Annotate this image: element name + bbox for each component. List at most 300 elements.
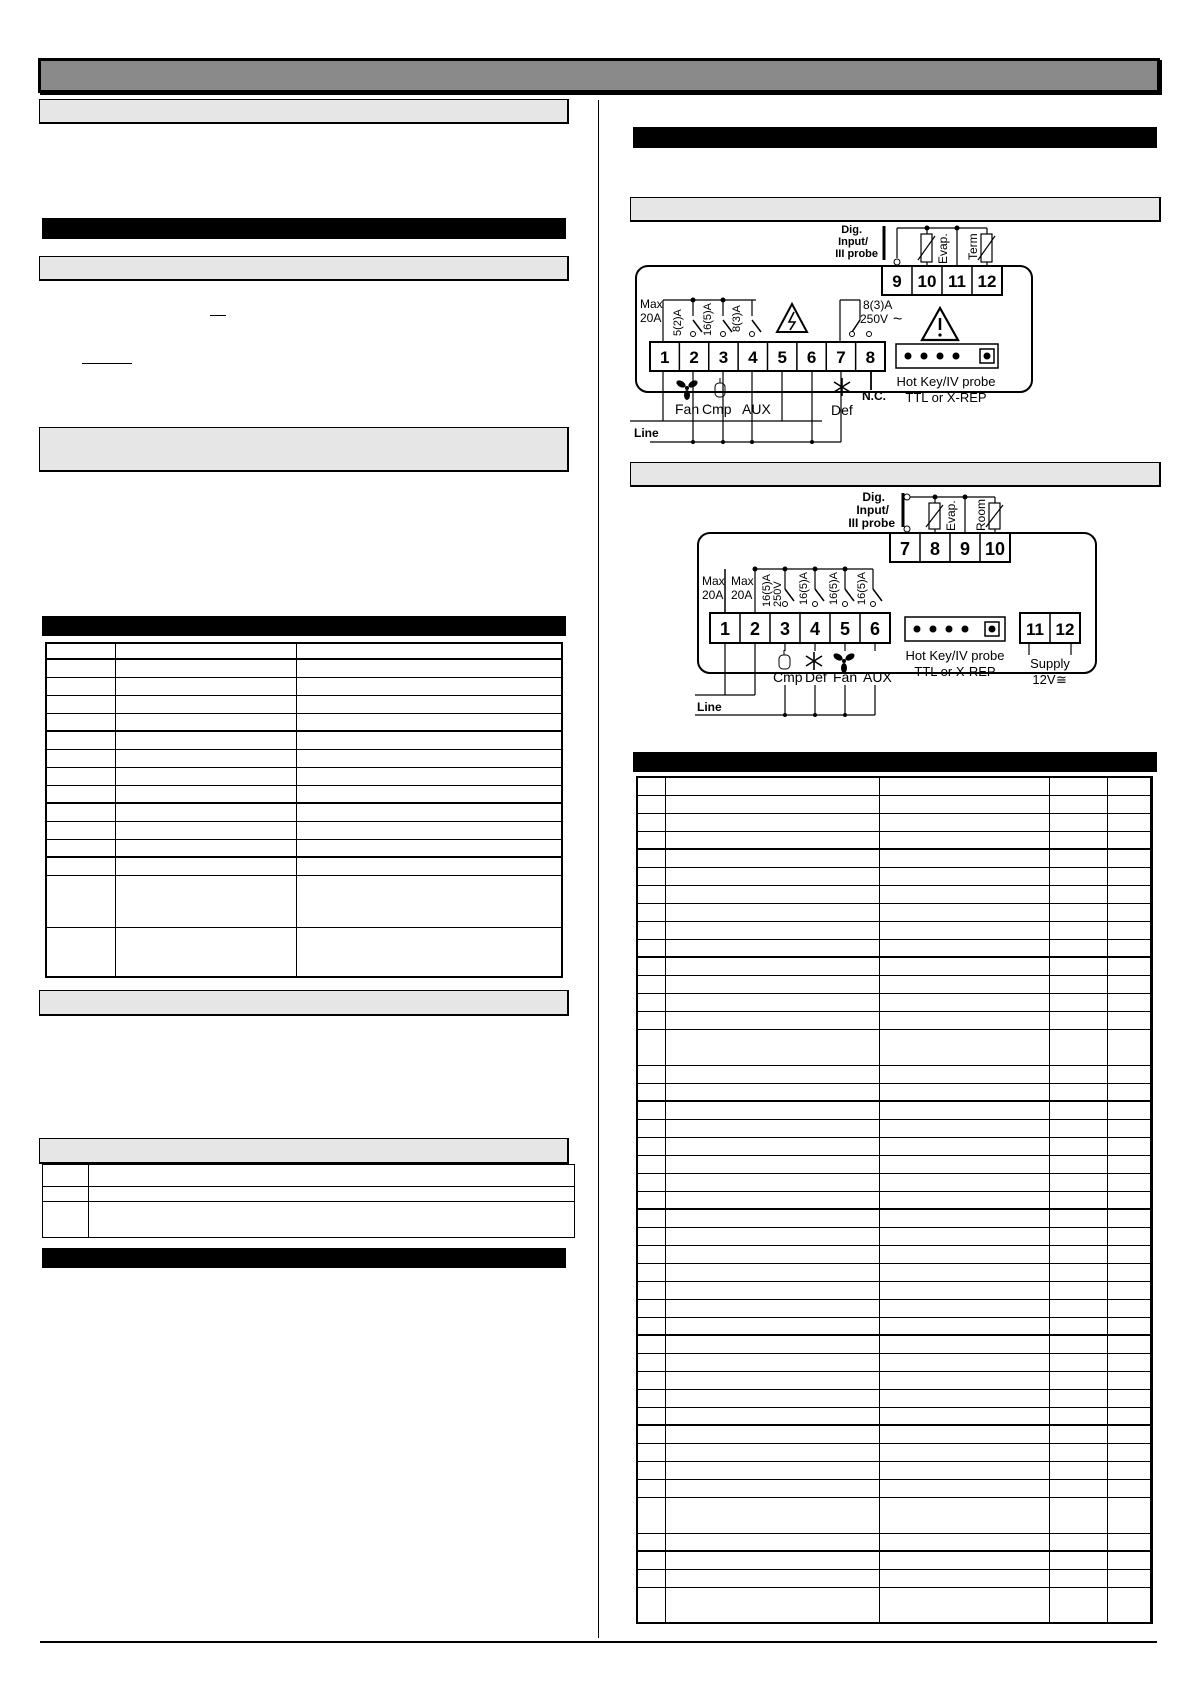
table-row bbox=[43, 1165, 575, 1187]
left-section-header-3 bbox=[39, 427, 569, 472]
table-cell bbox=[665, 1155, 879, 1173]
table-cell bbox=[1049, 849, 1107, 867]
table-row bbox=[637, 1443, 1151, 1461]
table-row bbox=[637, 1299, 1151, 1317]
table-row bbox=[637, 1533, 1151, 1551]
terminal-12: 12 bbox=[977, 272, 997, 291]
table-cell bbox=[637, 1587, 665, 1623]
table-cell bbox=[665, 1209, 879, 1227]
right-section-header-1 bbox=[630, 197, 1161, 222]
table-cell bbox=[665, 831, 879, 849]
compressor-icon bbox=[779, 650, 790, 669]
supply-label: Supply bbox=[1030, 656, 1070, 671]
table-cell bbox=[296, 695, 562, 713]
table-cell bbox=[879, 1227, 1049, 1245]
aux-label: AUX bbox=[742, 401, 771, 417]
table-cell bbox=[1107, 1425, 1151, 1443]
table-row bbox=[637, 957, 1151, 975]
table-cell bbox=[879, 831, 1049, 849]
table-cell bbox=[879, 777, 1049, 795]
table-cell bbox=[1107, 903, 1151, 921]
table-cell bbox=[637, 1551, 665, 1569]
table-row bbox=[637, 777, 1151, 795]
table-row bbox=[46, 749, 562, 767]
table-cell bbox=[296, 875, 562, 927]
table-cell bbox=[665, 1101, 879, 1119]
relay-rating-label: 5(2)A bbox=[672, 309, 684, 336]
terminal-4: 4 bbox=[809, 619, 821, 639]
table-cell bbox=[637, 1497, 665, 1533]
table-cell bbox=[46, 821, 115, 839]
table-cell bbox=[1107, 1065, 1151, 1083]
table-cell bbox=[665, 957, 879, 975]
hotkey-label: Hot Key/IV probe bbox=[905, 648, 1005, 663]
table-row bbox=[46, 659, 562, 677]
table-cell bbox=[1049, 831, 1107, 849]
ac-symbol: ~ bbox=[893, 311, 903, 328]
underline-mark-2 bbox=[82, 363, 132, 364]
table-cell bbox=[665, 1587, 879, 1623]
table-cell bbox=[1107, 1173, 1151, 1191]
table-cell bbox=[1049, 1443, 1107, 1461]
table-cell bbox=[89, 1202, 575, 1238]
table-cell bbox=[665, 1335, 879, 1353]
right-parameter-table bbox=[636, 776, 1153, 1624]
table-cell bbox=[1049, 1371, 1107, 1389]
table-cell bbox=[46, 713, 115, 731]
table-cell bbox=[637, 849, 665, 867]
fan-label: Fan bbox=[675, 401, 700, 417]
table-cell bbox=[1107, 1317, 1151, 1335]
table-cell bbox=[1049, 1227, 1107, 1245]
table-cell bbox=[115, 875, 296, 927]
table-cell bbox=[665, 795, 879, 813]
table-cell bbox=[665, 1281, 879, 1299]
table-cell bbox=[665, 1497, 879, 1533]
table-cell bbox=[1107, 1497, 1151, 1533]
table-cell bbox=[1107, 867, 1151, 885]
table-cell bbox=[115, 643, 296, 659]
left-table-body bbox=[46, 643, 562, 977]
relay-rating-label: 16(5)A bbox=[761, 573, 773, 607]
table-cell bbox=[1049, 1191, 1107, 1209]
table-row bbox=[637, 849, 1151, 867]
table-cell bbox=[46, 695, 115, 713]
probe-evap-label: Evap. bbox=[944, 500, 958, 531]
table-cell bbox=[665, 777, 879, 795]
left-black-header-1 bbox=[42, 218, 566, 239]
table-cell bbox=[1107, 1569, 1151, 1587]
max-current-label: 20A bbox=[702, 588, 724, 602]
table-row bbox=[43, 1187, 575, 1202]
table-row bbox=[637, 1119, 1151, 1137]
terminal-4: 4 bbox=[748, 348, 758, 367]
terminal-5: 5 bbox=[839, 619, 851, 639]
table-row bbox=[637, 1209, 1151, 1227]
table-row bbox=[637, 1335, 1151, 1353]
right-black-header-1 bbox=[633, 127, 1157, 148]
table-cell bbox=[879, 1497, 1049, 1533]
table-cell bbox=[1049, 1245, 1107, 1263]
table-cell bbox=[1049, 1479, 1107, 1497]
dig-input-label: III probe bbox=[835, 248, 878, 260]
table-row bbox=[637, 867, 1151, 885]
table-cell bbox=[46, 803, 115, 821]
table-cell bbox=[1107, 993, 1151, 1011]
table-cell bbox=[1107, 777, 1151, 795]
table-cell bbox=[665, 921, 879, 939]
table-cell bbox=[115, 821, 296, 839]
table-cell bbox=[637, 993, 665, 1011]
table-row bbox=[637, 939, 1151, 957]
table-cell bbox=[665, 1353, 879, 1371]
table-cell bbox=[637, 1011, 665, 1029]
table-cell bbox=[665, 1011, 879, 1029]
table-cell bbox=[1107, 1209, 1151, 1227]
relay-rating-label: 16(5)A bbox=[828, 571, 840, 605]
table-row bbox=[46, 767, 562, 785]
table-cell bbox=[1107, 957, 1151, 975]
table-cell bbox=[879, 1263, 1049, 1281]
table-cell bbox=[1107, 1011, 1151, 1029]
table-cell bbox=[1049, 1389, 1107, 1407]
max-current-label: Max bbox=[731, 574, 754, 588]
table-row bbox=[637, 1461, 1151, 1479]
table-cell bbox=[1049, 1299, 1107, 1317]
table-cell bbox=[665, 1533, 879, 1551]
table-cell bbox=[665, 1551, 879, 1569]
table-cell bbox=[1049, 993, 1107, 1011]
table-row bbox=[637, 1101, 1151, 1119]
table-cell bbox=[637, 1461, 665, 1479]
table-cell bbox=[115, 713, 296, 731]
table-cell bbox=[665, 1371, 879, 1389]
max-current-label: 20A bbox=[640, 311, 662, 325]
table-cell bbox=[637, 1353, 665, 1371]
table-cell bbox=[1107, 1101, 1151, 1119]
terminal-9: 9 bbox=[892, 272, 902, 291]
table-row bbox=[46, 713, 562, 731]
table-cell bbox=[879, 1029, 1049, 1065]
table-cell bbox=[665, 1479, 879, 1497]
table-cell bbox=[296, 785, 562, 803]
table-cell bbox=[637, 777, 665, 795]
table-row bbox=[637, 1173, 1151, 1191]
table-cell bbox=[879, 1371, 1049, 1389]
table-cell bbox=[637, 1191, 665, 1209]
table-cell bbox=[637, 813, 665, 831]
table-cell bbox=[115, 785, 296, 803]
table-row bbox=[637, 1587, 1151, 1623]
left-section-header-4 bbox=[39, 990, 569, 1016]
table-cell bbox=[879, 957, 1049, 975]
table-cell bbox=[637, 1443, 665, 1461]
table-cell bbox=[1049, 1083, 1107, 1101]
max-current-label: Max bbox=[640, 297, 663, 311]
table-cell bbox=[1049, 903, 1107, 921]
table-cell bbox=[46, 857, 115, 875]
table-cell bbox=[46, 659, 115, 677]
table-row bbox=[637, 885, 1151, 903]
line-label: Line bbox=[634, 426, 659, 440]
nc-label: N.C. bbox=[862, 389, 886, 403]
table-cell bbox=[43, 1202, 89, 1238]
table-cell bbox=[637, 1389, 665, 1407]
table-row bbox=[637, 975, 1151, 993]
right-table-body bbox=[637, 777, 1151, 1623]
table-cell bbox=[1107, 1245, 1151, 1263]
terminal-1: 1 bbox=[719, 619, 731, 639]
table-cell bbox=[879, 1065, 1049, 1083]
dig-input-label: Input/ bbox=[838, 236, 868, 248]
table-row bbox=[637, 903, 1151, 921]
table-row bbox=[637, 1191, 1151, 1209]
table-cell bbox=[115, 731, 296, 749]
table-row bbox=[637, 1317, 1151, 1335]
table-cell bbox=[879, 849, 1049, 867]
line-label: Line bbox=[697, 700, 722, 714]
table-cell bbox=[1107, 1443, 1151, 1461]
table-cell bbox=[1049, 1119, 1107, 1137]
probe-room-label: Room bbox=[974, 498, 988, 531]
table-cell bbox=[1107, 1407, 1151, 1425]
aux-label: AUX bbox=[863, 669, 892, 685]
table-cell bbox=[1049, 975, 1107, 993]
table-row bbox=[637, 831, 1151, 849]
table-row bbox=[637, 1425, 1151, 1443]
table-row bbox=[46, 695, 562, 713]
table-cell bbox=[879, 1101, 1049, 1119]
table-cell bbox=[1049, 1461, 1107, 1479]
table-cell bbox=[665, 975, 879, 993]
relay-rating-label: 8(3)A bbox=[731, 305, 743, 332]
table-cell bbox=[637, 939, 665, 957]
table-cell bbox=[879, 921, 1049, 939]
defrost-icon bbox=[834, 378, 850, 396]
table-cell bbox=[879, 1191, 1049, 1209]
table-cell bbox=[879, 1443, 1049, 1461]
table-row bbox=[637, 1281, 1151, 1299]
table-cell bbox=[665, 993, 879, 1011]
table-row bbox=[637, 1245, 1151, 1263]
table-cell bbox=[637, 1299, 665, 1317]
table-cell bbox=[879, 1551, 1049, 1569]
terminal-6: 6 bbox=[869, 619, 881, 639]
table-row bbox=[637, 795, 1151, 813]
table-row bbox=[637, 1227, 1151, 1245]
table-cell bbox=[637, 1371, 665, 1389]
table-cell bbox=[637, 1263, 665, 1281]
table-cell bbox=[879, 1209, 1049, 1227]
table-cell bbox=[637, 1479, 665, 1497]
table-row bbox=[46, 857, 562, 875]
table-cell bbox=[879, 1011, 1049, 1029]
table-cell bbox=[1107, 1263, 1151, 1281]
table-row bbox=[43, 1202, 575, 1238]
table-cell bbox=[879, 1335, 1049, 1353]
relay-rating-label: 250V bbox=[860, 312, 889, 326]
table-cell bbox=[665, 1263, 879, 1281]
table-cell bbox=[879, 1569, 1049, 1587]
left-section-header-2 bbox=[39, 256, 569, 281]
left-data-table bbox=[45, 642, 563, 978]
table-cell bbox=[1049, 1551, 1107, 1569]
table-cell bbox=[296, 677, 562, 695]
table-cell bbox=[1107, 1119, 1151, 1137]
dig-input-label: Dig. bbox=[862, 490, 885, 504]
table-cell bbox=[637, 1425, 665, 1443]
table-row bbox=[637, 1155, 1151, 1173]
table-cell bbox=[1107, 1587, 1151, 1623]
table-cell bbox=[46, 785, 115, 803]
terminal-12: 12 bbox=[1055, 620, 1075, 639]
table-cell bbox=[1049, 1497, 1107, 1533]
table-row bbox=[637, 921, 1151, 939]
table-row bbox=[46, 785, 562, 803]
table-cell bbox=[1049, 795, 1107, 813]
table-cell bbox=[879, 1299, 1049, 1317]
table-cell bbox=[115, 695, 296, 713]
table-row bbox=[46, 803, 562, 821]
table-cell bbox=[1107, 1461, 1151, 1479]
table-cell bbox=[1049, 1317, 1107, 1335]
table-row bbox=[637, 1029, 1151, 1065]
left-black-header-2 bbox=[42, 616, 566, 636]
terminal-1: 1 bbox=[659, 348, 670, 367]
relay-rating-label: 250V bbox=[772, 581, 784, 607]
table-row bbox=[46, 731, 562, 749]
table-cell bbox=[665, 1461, 879, 1479]
table-cell bbox=[637, 1101, 665, 1119]
table-cell bbox=[637, 1209, 665, 1227]
terminal-3: 3 bbox=[718, 348, 729, 367]
table-cell bbox=[115, 803, 296, 821]
table-cell bbox=[637, 1227, 665, 1245]
probe-term-label: Term bbox=[966, 233, 980, 260]
max-current-label: Max bbox=[702, 574, 725, 588]
table-row bbox=[637, 1551, 1151, 1569]
terminal-7: 7 bbox=[836, 348, 846, 367]
terminal-3: 3 bbox=[779, 619, 791, 639]
table-cell bbox=[296, 839, 562, 857]
table-cell bbox=[637, 903, 665, 921]
compressor-label: Cmp bbox=[702, 401, 732, 417]
terminal-5: 5 bbox=[777, 348, 787, 367]
table-cell bbox=[637, 1281, 665, 1299]
relay-rating-label: 16(5)A bbox=[798, 571, 810, 605]
table-cell bbox=[1049, 1137, 1107, 1155]
table-cell bbox=[115, 857, 296, 875]
table-cell bbox=[89, 1165, 575, 1187]
table-cell bbox=[879, 1137, 1049, 1155]
table-cell bbox=[46, 927, 115, 977]
table-cell bbox=[1049, 1587, 1107, 1623]
table-cell bbox=[1107, 885, 1151, 903]
terminal-11: 11 bbox=[948, 272, 966, 291]
dig-input-label: III probe bbox=[848, 516, 895, 530]
terminal-2: 2 bbox=[689, 348, 699, 367]
table-cell bbox=[1107, 1155, 1151, 1173]
left-section-header-1 bbox=[39, 99, 569, 124]
table-row bbox=[637, 1083, 1151, 1101]
table-cell bbox=[637, 1065, 665, 1083]
table-cell bbox=[637, 1533, 665, 1551]
max-current-label: 20A bbox=[731, 588, 753, 602]
table-row bbox=[637, 1353, 1151, 1371]
probe-evap-label: Evap. bbox=[936, 233, 950, 264]
table-cell bbox=[879, 1461, 1049, 1479]
table-row bbox=[637, 1263, 1151, 1281]
table-cell bbox=[1107, 849, 1151, 867]
left-small-table bbox=[42, 1164, 575, 1238]
table-cell bbox=[665, 1407, 879, 1425]
hotkey-label: TTL or X-REP bbox=[905, 390, 987, 405]
table-cell bbox=[1049, 777, 1107, 795]
relay-rating-label: 8(3)A bbox=[863, 298, 893, 312]
table-cell bbox=[1107, 1371, 1151, 1389]
underline-mark-1 bbox=[210, 315, 226, 316]
table-row bbox=[637, 1065, 1151, 1083]
table-cell bbox=[637, 1119, 665, 1137]
table-cell bbox=[879, 1533, 1049, 1551]
table-cell bbox=[296, 713, 562, 731]
table-cell bbox=[637, 1317, 665, 1335]
dig-input-label: Input/ bbox=[856, 503, 889, 517]
table-cell bbox=[1107, 1227, 1151, 1245]
table-cell bbox=[1049, 1209, 1107, 1227]
table-cell bbox=[637, 831, 665, 849]
supply-label: 12V bbox=[1032, 672, 1056, 687]
table-cell bbox=[637, 1083, 665, 1101]
table-cell bbox=[115, 659, 296, 677]
table-row bbox=[637, 1011, 1151, 1029]
table-cell bbox=[637, 1335, 665, 1353]
table-cell bbox=[1107, 831, 1151, 849]
table-cell bbox=[89, 1187, 575, 1202]
wiring-diagram-1 bbox=[630, 220, 1050, 442]
table-cell bbox=[879, 795, 1049, 813]
table-cell bbox=[665, 1065, 879, 1083]
table-cell bbox=[665, 1119, 879, 1137]
table-cell bbox=[879, 1587, 1049, 1623]
table-cell bbox=[665, 867, 879, 885]
table-cell bbox=[879, 867, 1049, 885]
table-cell bbox=[879, 1317, 1049, 1335]
table-cell bbox=[1049, 867, 1107, 885]
table-row bbox=[46, 643, 562, 659]
table-cell bbox=[637, 867, 665, 885]
table-cell bbox=[1107, 1137, 1151, 1155]
table-cell bbox=[665, 1299, 879, 1317]
table-cell bbox=[637, 1155, 665, 1173]
table-cell bbox=[1049, 1425, 1107, 1443]
terminal-7: 7 bbox=[899, 539, 911, 559]
table-cell bbox=[1107, 813, 1151, 831]
table-cell bbox=[879, 975, 1049, 993]
table-cell bbox=[665, 1191, 879, 1209]
table-cell bbox=[637, 1173, 665, 1191]
table-row bbox=[637, 1371, 1151, 1389]
table-cell bbox=[115, 767, 296, 785]
table-cell bbox=[879, 1245, 1049, 1263]
table-cell bbox=[1049, 921, 1107, 939]
table-cell bbox=[665, 1425, 879, 1443]
right-section-header-2 bbox=[630, 462, 1161, 487]
table-cell bbox=[296, 857, 562, 875]
terminal-8: 8 bbox=[929, 539, 941, 559]
table-cell bbox=[879, 885, 1049, 903]
table-cell bbox=[46, 839, 115, 857]
